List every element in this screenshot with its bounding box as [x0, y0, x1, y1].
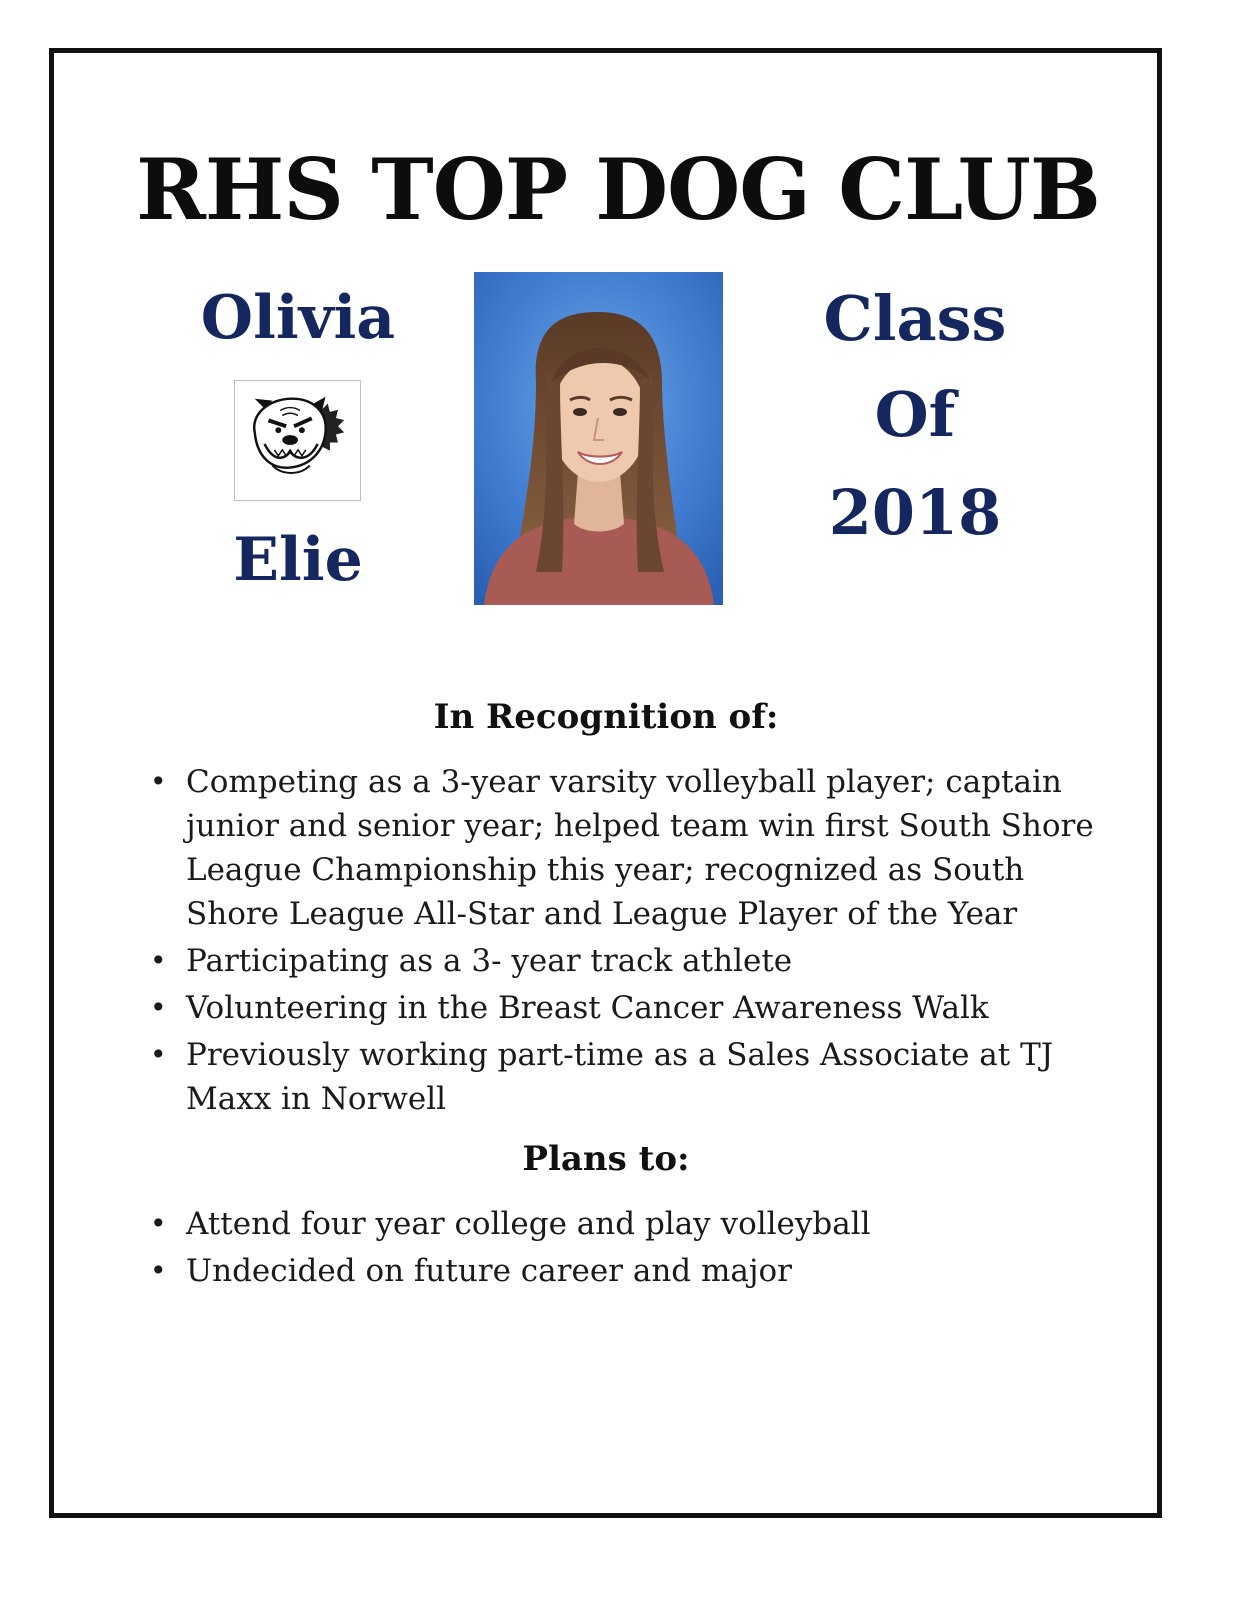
list-item: • Undecided on future career and major: [150, 1249, 1110, 1293]
student-last-name: Elie: [233, 525, 363, 595]
class-of-label: Of: [874, 378, 956, 451]
student-portrait-photo: [474, 272, 723, 605]
list-item: • Attend four year college and play volleyball: [150, 1202, 1110, 1246]
class-year: 2018: [828, 476, 1002, 549]
bulldog-icon: [234, 380, 361, 501]
plans-list: [150, 1202, 1110, 1296]
list-item: • Participating as a 3- year track athlete: [150, 939, 1110, 983]
page-title: RHS TOP DOG CLUB: [136, 140, 1100, 239]
list-item: • Volunteering in the Breast Cancer Awareness Walk: [150, 986, 1110, 1030]
list-item: • Previously working part-time as a Sales Associate at TJ Maxx in Norwell: [150, 1033, 1110, 1121]
recognition-heading: In Recognition of:: [433, 697, 779, 737]
class-label: Class: [823, 282, 1007, 355]
list-item: • Competing as a 3-year varsity volleyball player; captain junior and senior year; helped team win first South Shore League Championship this year; recognized as South Shore League All-Star and League Player of the Year: [150, 760, 1110, 936]
student-first-name: Olivia: [200, 283, 396, 353]
plans-heading: Plans to:: [522, 1139, 690, 1179]
recognition-list: [150, 760, 1110, 1124]
